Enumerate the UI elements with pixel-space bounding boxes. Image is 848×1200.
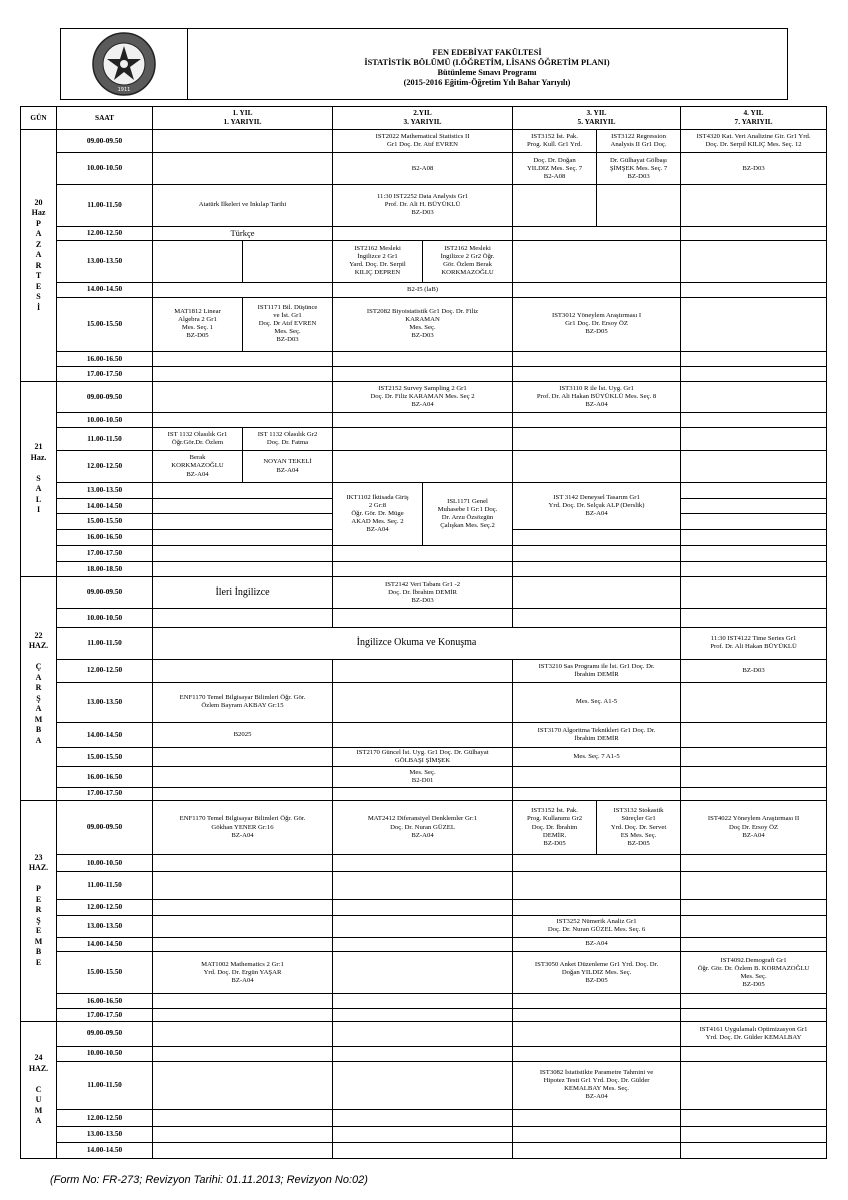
exam-cell bbox=[333, 1110, 513, 1127]
university-logo-icon bbox=[91, 31, 157, 97]
time-slot: 13.00-13.50 bbox=[57, 482, 153, 498]
exam-cell bbox=[513, 451, 681, 483]
exam-cell: IST3152 İst. Pak. Prog. Kullanımı Gr2 Doç. Dr. İbrahim DEMİR. BZ-D05 bbox=[513, 800, 597, 855]
year4-header: 4. YIL 7. YARIYIL bbox=[681, 107, 827, 130]
exam-cell: MAT1002 Mathematics 2 Gr:1 Yrd. Doç. Dr. Ergün YAŞAR BZ-A04 bbox=[153, 952, 333, 994]
exam-cell bbox=[681, 766, 827, 787]
exam-cell bbox=[681, 1061, 827, 1109]
exam-cell bbox=[513, 1127, 681, 1143]
exam-cell: IST 1132 Olasılık Gr2 Doç. Dr. Fatma bbox=[243, 428, 333, 451]
exam-cell bbox=[333, 428, 513, 451]
exam-cell: IST1171 Bil. Düşünce ve İst. Gr1 Doç. Dr Atıf EVREN Mes. Seç. BZ-D03 bbox=[243, 297, 333, 352]
exam-cell: ISL1171 Genel Muhasebe I Gr:1 Doç. Dr. Arzu Özsözgün Çalışkan Mes. Seç.2 bbox=[423, 482, 513, 545]
exam-cell bbox=[681, 561, 827, 577]
exam-cell bbox=[153, 899, 333, 916]
exam-cell bbox=[513, 561, 681, 577]
exam-cell bbox=[333, 451, 513, 483]
exam-cell: 11:30 IST4122 Time Series Gr1 Prof. Dr. Ali Hakan BÜYÜKLÜ bbox=[681, 628, 827, 660]
exam-cell: MAT1812 Linear Algebra 2 Gr1 Mes. Seç. 1 BZ-D05 bbox=[153, 297, 243, 352]
exam-cell: ENF1170 Temel Bilgisayar Bilimleri Öğr. Gör. Özlem Bayram AKBAY Gr:15 bbox=[153, 682, 333, 722]
exam-cell: Mes. Seç. B2-D01 bbox=[333, 766, 513, 787]
exam-schedule-table bbox=[20, 106, 827, 1159]
exam-cell bbox=[681, 367, 827, 382]
time-slot: 11.00-11.50 bbox=[57, 184, 153, 226]
exam-cell bbox=[681, 1127, 827, 1143]
year1-header: 1. YIL 1. YARIYIL bbox=[153, 107, 333, 130]
exam-cell bbox=[153, 498, 333, 514]
exam-cell: IST2170 Güncel İst. Uyg. Gr1 Doç. Dr. Gülhayat GÖLBAŞI ŞİMŞEK bbox=[333, 748, 513, 767]
exam-cell: MAT2412 Diferansiyel Denklemler Gr:1 Doç. Dr. Nuran GÜZEL BZ-A04 bbox=[333, 800, 513, 855]
exam-cell bbox=[681, 682, 827, 722]
exam-cell bbox=[681, 240, 827, 282]
exam-cell bbox=[153, 561, 333, 577]
time-slot: 10.00-10.50 bbox=[57, 1046, 153, 1061]
exam-cell bbox=[681, 855, 827, 872]
exam-cell bbox=[513, 282, 681, 297]
exam-cell bbox=[681, 1046, 827, 1061]
year2-header: 2.YIL 3. YARIYIL bbox=[333, 107, 513, 130]
day-4-label: 23 HAZ. P E R Ş E M B E bbox=[21, 800, 57, 1021]
exam-cell bbox=[513, 1009, 681, 1022]
exam-cell bbox=[333, 788, 513, 801]
svg-text:1911: 1911 bbox=[117, 87, 131, 93]
exam-cell bbox=[153, 937, 333, 952]
time-slot: 12.00-12.50 bbox=[57, 659, 153, 682]
exam-cell bbox=[153, 240, 243, 282]
exam-cell: ENF1170 Temel Bilgisayar Bilimleri Öğr. Gör. Gökhan YENER Gr:16 BZ-A04 bbox=[153, 800, 333, 855]
day-2-label: 21 Haz. S A L I bbox=[21, 381, 57, 577]
exam-cell: B2-A08 bbox=[333, 153, 513, 185]
time-slot: 16.00-16.50 bbox=[57, 766, 153, 787]
exam-cell bbox=[513, 766, 681, 787]
exam-cell bbox=[513, 577, 681, 609]
time-slot: 17.00-17.50 bbox=[57, 367, 153, 382]
exam-cell bbox=[513, 545, 681, 561]
exam-cell bbox=[153, 659, 333, 682]
exam-cell bbox=[333, 855, 513, 872]
exam-cell: Türkçe bbox=[153, 227, 333, 241]
time-slot: 15.00-15.50 bbox=[57, 952, 153, 994]
exam-cell: IST2082 Biyoistatistik Gr1 Doç. Dr. Filiz KARAMAN Mes. Seç. BZ-D03 bbox=[333, 297, 513, 352]
exam-cell bbox=[333, 682, 513, 722]
time-slot: 13.00-13.50 bbox=[57, 916, 153, 937]
exam-cell bbox=[333, 1061, 513, 1109]
day-5-label: 24 HAZ. C U M A bbox=[21, 1021, 57, 1158]
time-slot: 13.00-13.50 bbox=[57, 1127, 153, 1143]
exam-cell: BZ-D03 bbox=[681, 153, 827, 185]
exam-cell bbox=[333, 916, 513, 937]
exam-cell: IST3132 Stokastik Süreçler Gr1 Yrd. Doç. Dr. Servet ES Mes. Seç. BZ-D05 bbox=[597, 800, 681, 855]
exam-cell: İleri İngilizce bbox=[153, 577, 333, 609]
time-slot: 14.00-14.50 bbox=[57, 722, 153, 747]
exam-cell bbox=[681, 872, 827, 899]
time-slot: 10.00-10.50 bbox=[57, 153, 153, 185]
exam-cell bbox=[153, 1127, 333, 1143]
exam-cell bbox=[243, 240, 333, 282]
exam-cell bbox=[513, 184, 597, 226]
exam-cell: IST2162 Mesleki İngilizce 2 Gr1 Yard. Doç. Dr. Serpil KILIÇ DEPREN bbox=[333, 240, 423, 282]
time-slot: 13.00-13.50 bbox=[57, 682, 153, 722]
exam-cell bbox=[681, 184, 827, 226]
exam-cell bbox=[153, 748, 333, 767]
exam-cell bbox=[153, 1009, 333, 1022]
header-titles bbox=[187, 29, 787, 99]
exam-cell bbox=[513, 227, 681, 241]
exam-cell bbox=[153, 1110, 333, 1127]
exam-cell: IST4022 Yöneylem Araştırması II Doç Dr. Ersoy ÖZ BZ-A04 bbox=[681, 800, 827, 855]
exam-cell bbox=[153, 130, 333, 153]
exam-cell bbox=[681, 451, 827, 483]
exam-cell bbox=[681, 1009, 827, 1022]
exam-cell: IST2022 Mathematical Statistics II Gr1 Doç. Dr. Atıf EVREN bbox=[333, 130, 513, 153]
exam-cell: IST3152 İst. Pak. Prog. Kull. Gr1 Yrd. bbox=[513, 130, 597, 153]
exam-cell: Berak KORKMAZOĞLU BZ-A04 bbox=[153, 451, 243, 483]
time-slot: 12.00-12.50 bbox=[57, 451, 153, 483]
exam-cell: IST4092.Demografi Gr1 Öğr. Gör. Dr. Özlem B. KORMAZOĞLU Mes. Seç. BZ-D05 bbox=[681, 952, 827, 994]
time-slot: 11.00-11.50 bbox=[57, 1061, 153, 1109]
exam-cell bbox=[333, 561, 513, 577]
exam-cell bbox=[333, 1046, 513, 1061]
time-slot: 16.00-16.50 bbox=[57, 352, 153, 367]
exam-cell: B2025 bbox=[153, 722, 333, 747]
department-title: İSTATİSTİK BÖLÜMÜ (I.ÖĞRETİM, LİSANS ÖĞRETİM PLANI) bbox=[364, 58, 610, 67]
exam-cell bbox=[681, 994, 827, 1009]
exam-cell: IKT1102 İktisada Giriş 2 Gr:8 Öğr. Gör. Dr. Müge AKAD Mes. Seç. 2 BZ-A04 bbox=[333, 482, 423, 545]
exam-cell: Mes. Seç. A1-5 bbox=[513, 682, 681, 722]
exam-cell bbox=[333, 352, 513, 367]
exam-cell: IST3082 İstatistikte Parametre Tahmini ve Hipotez Testi Gr1 Yrd. Doç. Dr. Gülder KEMALBAY Mes. Seç. BZ-A04 bbox=[513, 1061, 681, 1109]
time-slot: 15.00-15.50 bbox=[57, 297, 153, 352]
exam-cell bbox=[681, 381, 827, 413]
exam-cell bbox=[597, 184, 681, 226]
exam-cell bbox=[513, 855, 681, 872]
exam-cell: IST3210 Sas Programı ile İst. Gr1 Doç. Dr. İbrahim DEMİR bbox=[513, 659, 681, 682]
exam-cell: İngilizce Okuma ve Konuşma bbox=[153, 628, 681, 660]
exam-cell: IST3252 Nümerik Analiz Gr1 Doç. Dr. Nuran GÜZEL Mes. Seç. 6 bbox=[513, 916, 681, 937]
exam-cell bbox=[681, 282, 827, 297]
time-slot: 10.00-10.50 bbox=[57, 609, 153, 628]
exam-cell: IST3050 Anket Düzenleme Gr1 Yrd. Doç. Dr. Doğan YILDIZ Mes. Seç. BZ-D05 bbox=[513, 952, 681, 994]
exam-cell bbox=[681, 722, 827, 747]
exam-cell bbox=[513, 367, 681, 382]
exam-cell bbox=[333, 722, 513, 747]
exam-cell bbox=[153, 153, 333, 185]
exam-cell bbox=[153, 916, 333, 937]
day-1-label: 20 Haz P A Z A R T E S İ bbox=[21, 130, 57, 382]
saat-header: SAAT bbox=[57, 107, 153, 130]
exam-cell: IST3110 R ile İst. Uyg. Gr1 Prof. Dr. Ali Hakan BÜYÜKLÜ Mes. Seç. 8 BZ-A04 bbox=[513, 381, 681, 413]
exam-cell bbox=[153, 545, 333, 561]
exam-cell bbox=[333, 367, 513, 382]
exam-cell bbox=[681, 1142, 827, 1158]
time-slot: 14.00-14.50 bbox=[57, 937, 153, 952]
exam-cell bbox=[681, 577, 827, 609]
exam-cell: IST 1132 Olasılık Gr1 Öğr.Gör.Dr. Özlem bbox=[153, 428, 243, 451]
exam-cell bbox=[681, 899, 827, 916]
exam-cell bbox=[333, 872, 513, 899]
exam-cell bbox=[513, 1021, 681, 1046]
exam-cell bbox=[333, 659, 513, 682]
exam-cell bbox=[153, 367, 333, 382]
exam-cell bbox=[153, 872, 333, 899]
exam-cell bbox=[681, 1110, 827, 1127]
exam-cell: Dr. Gülhayat Gölbaşı ŞİMŞEK Mes. Seç. 7 BZ-D03 bbox=[597, 153, 681, 185]
exam-cell: IST 3142 Deneysel Tasarım Gr1 Yrd. Doç. Dr. Selçuk ALP (Derslik) BZ-A04 bbox=[513, 482, 681, 529]
table-header-row bbox=[21, 107, 827, 130]
exam-cell: IST2162 Mesleki İngilizce 2 Gr2 Öğr. Gör. Özlem Berak KORKMAZOĞLU bbox=[423, 240, 513, 282]
exam-title: Bütünleme Sınavı Programı bbox=[437, 68, 537, 77]
time-slot: 17.00-17.50 bbox=[57, 1009, 153, 1022]
exam-cell bbox=[333, 413, 513, 428]
time-slot: 12.00-12.50 bbox=[57, 227, 153, 241]
exam-cell bbox=[333, 1127, 513, 1143]
exam-cell: IST2152 Survey Sampling 2 Gr1 Doç. Dr. Filiz KARAMAN Mes. Seç 2 BZ-A04 bbox=[333, 381, 513, 413]
exam-cell bbox=[153, 609, 333, 628]
exam-cell bbox=[153, 413, 333, 428]
time-slot: 09.00-09.50 bbox=[57, 800, 153, 855]
exam-cell bbox=[681, 937, 827, 952]
exam-cell: IST3012 Yöneylem Araştırması I Gr1 Doç. Dr. Ersoy ÖZ BZ-D05 bbox=[513, 297, 681, 352]
exam-cell: Mes. Seç. 7 A1-5 bbox=[513, 748, 681, 767]
exam-cell bbox=[153, 530, 333, 546]
exam-cell: 11:30 IST2252 Data Analysis Gr1 Prof. Dr. Ali H. BÜYÜKLÜ BZ-D03 bbox=[333, 184, 513, 226]
time-slot: 15.00-15.50 bbox=[57, 514, 153, 530]
form-footer: (Form No: FR-273; Revizyon Tarihi: 01.11.2013; Revizyon No:02) bbox=[50, 1174, 368, 1186]
exam-cell: IST4320 Kat. Veri Analizine Gir. Gr1 Yrd. Doç. Dr. Serpil KILIÇ Mes. Seç. 12 bbox=[681, 130, 827, 153]
exam-cell: IST3170 Algoritma Teknikleri Gr1 Doç. Dr. İbrahim DEMİR bbox=[513, 722, 681, 747]
exam-cell bbox=[333, 899, 513, 916]
exam-cell bbox=[513, 899, 681, 916]
exam-cell bbox=[513, 1046, 681, 1061]
time-slot: 17.00-17.50 bbox=[57, 788, 153, 801]
time-slot: 18.00-18.50 bbox=[57, 561, 153, 577]
exam-cell bbox=[513, 1110, 681, 1127]
exam-cell: B2-I5 (laB) bbox=[333, 282, 513, 297]
exam-cell: IST2142 Veri Tabanı Gr1 -2 Doç. Dr. İbrahim DEMİR BZ-D03 bbox=[333, 577, 513, 609]
exam-cell: Doç. Dr. Doğan YILDIZ Mes. Seç. 7 B2-A08 bbox=[513, 153, 597, 185]
time-slot: 11.00-11.50 bbox=[57, 628, 153, 660]
exam-cell bbox=[681, 297, 827, 352]
logo-cell bbox=[61, 29, 188, 99]
exam-cell bbox=[681, 352, 827, 367]
exam-cell bbox=[153, 482, 333, 498]
exam-cell bbox=[153, 1142, 333, 1158]
exam-cell bbox=[681, 514, 827, 530]
exam-cell bbox=[513, 352, 681, 367]
time-slot: 10.00-10.50 bbox=[57, 855, 153, 872]
exam-cell bbox=[513, 413, 681, 428]
exam-cell bbox=[681, 545, 827, 561]
document-header bbox=[60, 28, 788, 100]
exam-cell: BZ-D03 bbox=[681, 659, 827, 682]
gun-header: GÜN bbox=[21, 107, 57, 130]
exam-cell bbox=[513, 994, 681, 1009]
time-slot: 17.00-17.50 bbox=[57, 545, 153, 561]
exam-cell: IST3122 Regression Analysis II Gr1 Doç. bbox=[597, 130, 681, 153]
exam-cell bbox=[513, 530, 681, 546]
time-slot: 15.00-15.50 bbox=[57, 748, 153, 767]
time-slot: 14.00-14.50 bbox=[57, 282, 153, 297]
time-slot: 10.00-10.50 bbox=[57, 413, 153, 428]
exam-cell bbox=[153, 1046, 333, 1061]
time-slot: 14.00-14.50 bbox=[57, 498, 153, 514]
exam-cell bbox=[333, 545, 513, 561]
time-slot: 11.00-11.50 bbox=[57, 428, 153, 451]
exam-cell bbox=[153, 282, 333, 297]
exam-cell bbox=[513, 240, 681, 282]
time-slot: 13.00-13.50 bbox=[57, 240, 153, 282]
exam-cell bbox=[513, 428, 681, 451]
time-slot: 09.00-09.50 bbox=[57, 381, 153, 413]
exam-cell bbox=[153, 1061, 333, 1109]
time-slot: 09.00-09.50 bbox=[57, 577, 153, 609]
exam-cell bbox=[333, 994, 513, 1009]
time-slot: 16.00-16.50 bbox=[57, 530, 153, 546]
exam-cell bbox=[333, 227, 513, 241]
time-slot: 12.00-12.50 bbox=[57, 1110, 153, 1127]
time-slot: 16.00-16.50 bbox=[57, 994, 153, 1009]
exam-cell bbox=[333, 937, 513, 952]
exam-cell bbox=[681, 530, 827, 546]
exam-cell bbox=[333, 952, 513, 994]
exam-cell bbox=[681, 227, 827, 241]
exam-cell bbox=[681, 498, 827, 514]
exam-cell bbox=[681, 413, 827, 428]
time-slot: 09.00-09.50 bbox=[57, 130, 153, 153]
exam-cell bbox=[153, 766, 333, 787]
exam-cell bbox=[513, 788, 681, 801]
time-slot: 12.00-12.50 bbox=[57, 899, 153, 916]
exam-cell bbox=[681, 482, 827, 498]
exam-cell bbox=[153, 994, 333, 1009]
time-slot: 11.00-11.50 bbox=[57, 872, 153, 899]
exam-cell bbox=[153, 381, 333, 413]
exam-cell: IST4161 Uygulamalı Optimizasyon Gr1 Yrd. Doç. Dr. Gülder KEMALBAY bbox=[681, 1021, 827, 1046]
exam-cell bbox=[681, 748, 827, 767]
exam-cell bbox=[153, 352, 333, 367]
exam-cell bbox=[333, 1021, 513, 1046]
time-slot: 09.00-09.50 bbox=[57, 1021, 153, 1046]
day-3-label: 22 HAZ. Ç A R Ş A M B A bbox=[21, 577, 57, 800]
exam-cell bbox=[333, 609, 513, 628]
faculty-title: FEN EDEBİYAT FAKÜLTESİ bbox=[432, 48, 542, 57]
exam-cell: Atatürk İlkeleri ve İnkılap Tarihi bbox=[153, 184, 333, 226]
exam-cell bbox=[153, 788, 333, 801]
exam-cell bbox=[681, 428, 827, 451]
exam-cell bbox=[513, 872, 681, 899]
exam-cell bbox=[681, 609, 827, 628]
exam-cell bbox=[681, 788, 827, 801]
exam-cell bbox=[153, 855, 333, 872]
time-slot: 14.00-14.50 bbox=[57, 1142, 153, 1158]
year3-header: 3. YIL 5. YARIYIL bbox=[513, 107, 681, 130]
exam-cell bbox=[681, 916, 827, 937]
exam-cell bbox=[513, 609, 681, 628]
term-title: (2015-2016 Eğitim-Öğretim Yılı Bahar Yarıyılı) bbox=[403, 78, 571, 87]
exam-cell bbox=[513, 1142, 681, 1158]
exam-cell bbox=[153, 1021, 333, 1046]
exam-cell bbox=[153, 514, 333, 530]
exam-cell bbox=[333, 1009, 513, 1022]
exam-cell bbox=[333, 1142, 513, 1158]
exam-cell: BZ-A04 bbox=[513, 937, 681, 952]
exam-cell: NOYAN TEKELİ BZ-A04 bbox=[243, 451, 333, 483]
